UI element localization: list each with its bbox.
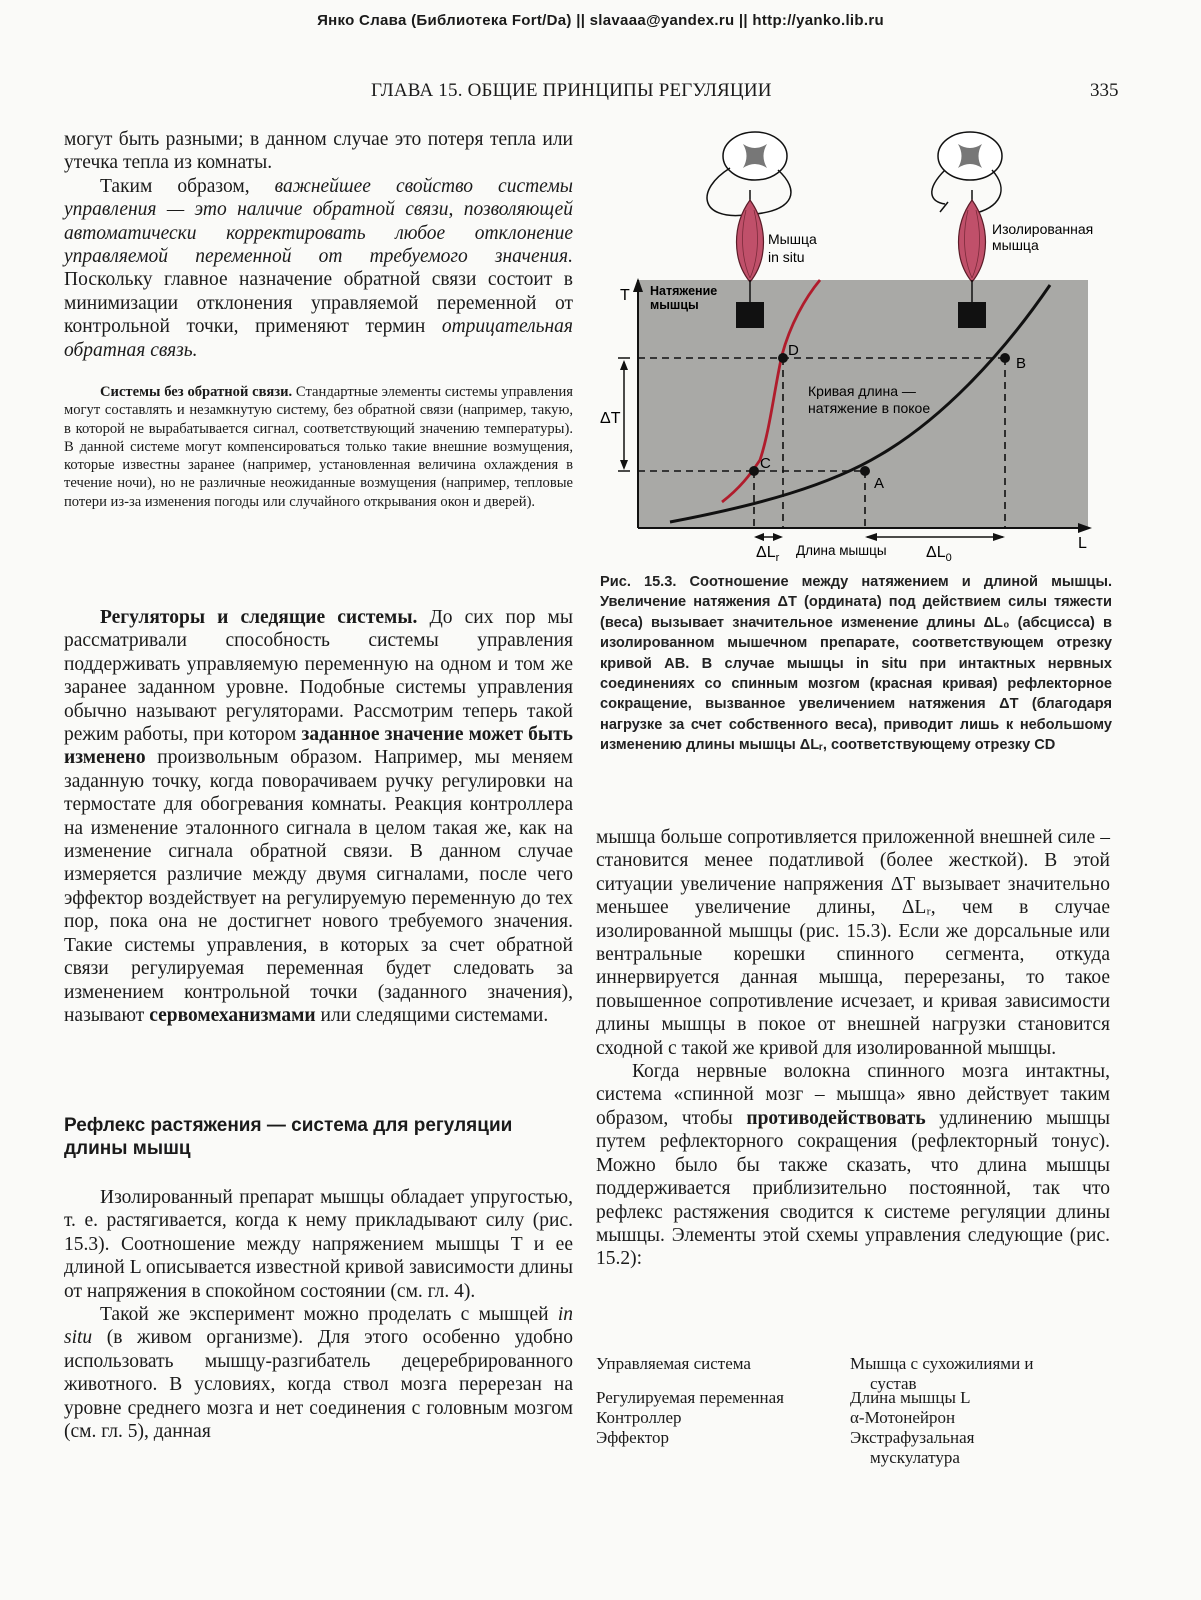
- weight-icon: [736, 302, 764, 328]
- left-column-middle: [64, 606, 573, 1027]
- spinal-cord-icon: [723, 132, 787, 180]
- run-in-heading: Регуляторы и следящие системы.: [100, 607, 418, 628]
- text: Такой же эксперимент можно проделать с мышцей: [100, 1304, 558, 1326]
- running-header: ГЛАВА 15. ОБЩИЕ ПРИНЦИПЫ РЕГУЛЯЦИИ: [371, 80, 772, 101]
- table-cell-right-cont: сустав: [870, 1374, 917, 1393]
- run-in-heading: Системы без обратной связи.: [100, 384, 293, 400]
- table-cell-right: Мышца с сухожилиями и: [850, 1354, 1034, 1373]
- table-cell-left: Контроллер: [596, 1408, 682, 1427]
- paragraph: [64, 1303, 573, 1443]
- text: удлинению мышцы путем рефлекторного сокращения (рефлекторный тонус). Можно было бы также сказать, что длина мышцы поддерживается приблизительно постоянной, так что рефлекс растяжения сводится к системе регуляции длины мышцы. Элементы этой схемы управления следующие (рис. 15.2):: [596, 1107, 1111, 1270]
- text: Поскольку главное назначение обратной связи состоит в минимизации отклонения управляемой переменной от контрольной точки, применяют термин: [64, 269, 573, 338]
- emphasis: отрицательная обратная связь.: [64, 316, 573, 361]
- paragraph: [64, 175, 573, 362]
- point-a-marker: [860, 466, 870, 476]
- label-isolated-muscle: Изолированная: [992, 221, 1094, 237]
- tension-label-2: мышцы: [650, 298, 699, 312]
- point-c-marker: [749, 466, 759, 476]
- length-label: Длина мышцы: [796, 543, 887, 558]
- label-muscle-in-situ: Мышца: [768, 231, 817, 247]
- label-muscle-in-situ-2: in situ: [768, 249, 805, 265]
- curve-label: Кривая длина —: [808, 383, 916, 399]
- delta-l-r-text: ΔL: [756, 544, 776, 561]
- delta-l-r-subscript: r: [775, 552, 780, 564]
- text: или следящими системами.: [315, 1004, 549, 1026]
- table-cell-left: Эффектор: [596, 1428, 669, 1447]
- point-d-label: D: [788, 342, 799, 359]
- delta-t-label: ΔT: [600, 410, 621, 427]
- figure-caption: [600, 572, 1112, 756]
- bold-term: заданное значение может быть изменено: [64, 724, 573, 769]
- text: Таким образом,: [100, 175, 275, 197]
- paragraph: могут быть разными; в данном случае это потеря тепла или утечка тепла из комнаты.: [64, 129, 573, 174]
- text: Стандартные элементы системы управления могут составлять и незамкнутую систему, без обратной связи (например, такую, в которой не вырабатывается сигнал, соответствующий значению температуры). В данной системе могут компенсироваться только такие внешние возмущения, которые известны заранее (например, установленная величина охлаждения в течение ночи), но не различные неожиданные возмущения (например, тепловые потери из-за изменения погоды или случайного открывания окон и дверей).: [64, 384, 573, 510]
- point-c-label: C: [760, 455, 771, 472]
- paragraph: [596, 1060, 1110, 1271]
- arrow-left-icon: [865, 533, 877, 541]
- axis-t-label: T: [620, 287, 630, 304]
- label-isolated-muscle-2: мышца: [992, 237, 1039, 253]
- delta-l-0-text: ΔL: [926, 544, 946, 561]
- arrow-left-icon: [754, 533, 764, 541]
- emphasis: in situ: [64, 1304, 573, 1349]
- delta-l-r-label: [756, 544, 780, 564]
- table-cell-left: Управляемая система: [596, 1354, 751, 1373]
- small-print-paragraph: [64, 383, 573, 511]
- bold-term: сервомеханизмами: [149, 1004, 316, 1026]
- tension-label: Натяжение: [650, 284, 718, 298]
- delta-t-arrow-down-icon: [620, 460, 628, 470]
- nerve-fiber-cut: [932, 170, 945, 204]
- watermark: Янко Слава (Библиотека Fort/Da) || slavaaa@yandex.ru || http://yanko.lib.ru: [317, 12, 884, 29]
- text: Когда нервные волокна спинного мозга интактны, система «спинной мозг – мышца» явно действует таким образом, чтобы: [596, 1061, 1110, 1129]
- axis-l-label: L: [1078, 535, 1087, 552]
- paragraph: Изолированный препарат мышцы обладает упругостью, т. е. растягивается, когда к нему прикладывают силу (рис. 15.3). Соотношение между напряжением мышцы T и ее длиной L описывается известной кривой зависимости длины от напряжения в спокойном состоянии (см. гл. 4).: [64, 1187, 573, 1302]
- point-b-marker: [1000, 353, 1010, 363]
- table-cell-right: Экстрафузальная: [850, 1428, 975, 1447]
- text: произвольным образом. Например, мы меняем заданную точку, когда поворачиваем ручку регулировки на термостате для обогревания комнаты. Реакция контроллера на изменение эталонного сигнала в целом такая же, как на изменение сигнала обратной связи. В данном случае измеряется различие между двумя сигналами, после чего эффектор воздействует на регулируемую переменную до тех пор, пока она не достигнет нового требуемого значения. Такие системы управления, в которых за счет обратной связи регулируемая переменная будет следовать за изменением контрольной точки (заданного значения), называют: [64, 747, 573, 1026]
- point-b-label: B: [1016, 355, 1027, 372]
- figure-15-3: [600, 130, 1120, 570]
- section-heading: Рефлекс растяжения — система для регуляции длины мышц: [64, 1115, 513, 1159]
- weight-icon: [958, 302, 986, 328]
- table-cell-right-cont: мускулатура: [870, 1448, 960, 1467]
- point-a-label: A: [874, 475, 885, 492]
- point-d-marker: [778, 353, 788, 363]
- text: (в живом организме). Для этого особенно удобно использовать мышцу-разгибатель децеребрированного животного. В условиях, когда ствол мозга перерезан на уровне среднего мозга и нет соединения с головным мозгом (см. гл. 5), данная: [64, 1327, 573, 1443]
- paragraph: [64, 606, 573, 1027]
- table-cell-left: Регулируемая переменная: [596, 1388, 784, 1407]
- arrow-right-icon: [993, 533, 1005, 541]
- table-cell-right: α-Мотонейрон: [850, 1408, 956, 1427]
- emphasis: важнейшее свойство системы управления — это наличие обратной связи, позволяющей автоматически корректировать любое отклонение управляемой переменной от требуемого значения.: [64, 175, 573, 268]
- caption-text: Соотношение между натяжением и длиной мышцы. Увеличение натяжения ΔT (ордината) под действием силы тяжести (веса) вызывает значительное изменение длины ΔL₀ (абсцисса) в изолированном мышечном препарате, соответствующем отрезку кривой AB. В случае мышцы in situ при интактных нервных соединениях со спинным мозгом (красная кривая) рефлекторное сокращение, вызванное увеличением натяжения ΔT (благодаря нагрузке за счет собственного веса), приводит лишь к небольшому изменению длины мышцы ΔLᵣ, соответствующему отрезку CD: [600, 574, 1113, 754]
- arrow-right-icon: [773, 533, 783, 541]
- left-column-bottom: [64, 1186, 573, 1443]
- caption-label: Рис. 15.3.: [600, 574, 677, 590]
- left-column-top: [64, 128, 573, 362]
- delta-t-arrow-up-icon: [620, 360, 628, 370]
- delta-l-0-label: [926, 544, 952, 564]
- curve-label-2: натяжение в покое: [808, 400, 931, 416]
- text: До сих пор мы рассматривали способность системы управления поддерживать управляемую переменную на одном и том же заранее заданном уровне. Подобные системы управления обычно называют регуляторами. Рассмотрим теперь такой режим работы, при котором: [64, 607, 573, 746]
- right-column: [596, 826, 1110, 1271]
- table-cell-right: Длина мышцы L: [850, 1388, 971, 1407]
- page-number: 335: [1090, 80, 1119, 101]
- control-elements-table: [596, 1354, 1110, 1474]
- paragraph: мышца больше сопротивляется приложенной внешней силе – становится менее податливой (более жесткой). В этой ситуации увеличение напряжения ΔT вызывает значительно меньшее увеличение длины, ΔLᵣ, чем в случае изолированной мышцы (рис. 15.3). Если же дорсальные или вентральные корешки спинного сегмента, откуда иннервируется данная мышца, перерезаны, то такое повышенное сопротивление исчезает, и кривая зависимости длины мышцы в покое от внешней нагрузки становится сходной с такой же кривой для изолированной мышцы.: [596, 827, 1110, 1059]
- bold-term: противодействовать: [746, 1107, 926, 1129]
- delta-l-0-subscript: 0: [945, 552, 952, 564]
- spinal-cord-icon: [938, 132, 1002, 180]
